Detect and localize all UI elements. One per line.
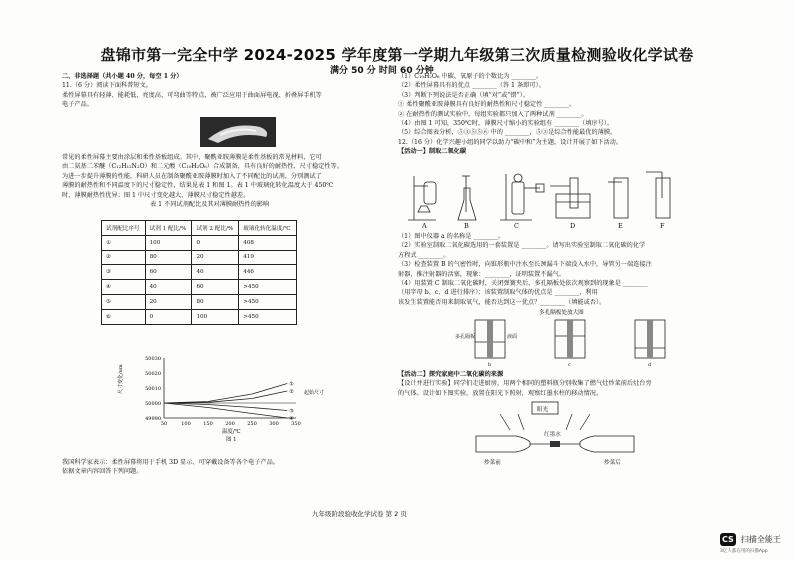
table-cell: 60 bbox=[145, 265, 192, 280]
diagram-label-b: b bbox=[488, 362, 492, 368]
y-tick-label: 49990 bbox=[145, 416, 161, 422]
bottle-after bbox=[580, 436, 634, 452]
paragraph-2b: 由二氨基二苯醚（C₁₂H₁₂N₂O）和二元酸（C₁₀H₂O₆）合成制备，具有良好的耐热性、尺寸稳定性等。 bbox=[62, 163, 343, 171]
diagram-label-c: c bbox=[568, 362, 571, 368]
y-tick-label: 50000 bbox=[145, 401, 161, 407]
paragraph-4b: 依据文章内容回答下列问题。 bbox=[62, 468, 143, 476]
table-row bbox=[102, 235, 297, 250]
table-cell: 100 bbox=[192, 309, 239, 324]
y-axis-label: 尺寸变化/um bbox=[118, 364, 124, 394]
series-line bbox=[164, 403, 287, 418]
apparatus-label-e: E bbox=[618, 222, 623, 230]
table-row bbox=[102, 250, 297, 265]
activity-1-heading: 【活动一】制取二氧化碳 bbox=[398, 148, 467, 156]
page-footer: 九年级阶段验收化学试卷 第 2 页 bbox=[312, 510, 407, 518]
scanner-app-name: 扫描全能王 bbox=[740, 535, 781, 544]
x-axis-label: 温度/℃ bbox=[222, 429, 241, 435]
sunlight-arrows bbox=[500, 414, 590, 430]
reagent-table bbox=[101, 220, 297, 325]
table-cell: 408 bbox=[239, 235, 297, 250]
table-cell: 0 bbox=[192, 235, 239, 250]
apparatus-f bbox=[646, 172, 670, 218]
section-heading: 二、非选择题（共小题 40 分，每空 1 分） bbox=[62, 73, 183, 80]
question-12-2b: 方程式 ________。 bbox=[398, 251, 450, 259]
legend-label: 起始尺寸 bbox=[304, 390, 325, 396]
left-column bbox=[62, 72, 392, 110]
table-header: 试剂 2 配比/% bbox=[192, 221, 239, 236]
activity-2 bbox=[398, 370, 728, 398]
paragraph-3a: 为进一步提升薄膜的性能，科研人员在制备聚酰亚胺薄膜时加入了不同配比的试剂，分别测试了 bbox=[62, 172, 322, 180]
bottle-before bbox=[476, 436, 530, 452]
table-header-row bbox=[102, 221, 297, 236]
question-11-1: （1）C₁₀H₂O₆ 中碳、氧原子的个数比为 ________。 bbox=[398, 73, 543, 80]
after-cooking-label: 炒菜后 bbox=[604, 460, 621, 466]
question-12-2a: （2）实验室制取二氧化碳选用的一套装置是 ________。请写出实验室制取二氧化碳的化学 bbox=[398, 242, 646, 250]
left-body bbox=[62, 153, 397, 209]
question-12-4c: 该发生装置能否用来制取氧气，能否达到这一优点？________（填能或否）。 bbox=[398, 298, 606, 306]
table-cell: >450 bbox=[239, 280, 297, 295]
x-tick-label: 100 bbox=[181, 421, 191, 427]
activity-2-heading: 【活动二】探究家庭中二氧化碳的来源 bbox=[398, 371, 504, 378]
red-ink-column bbox=[550, 441, 560, 447]
table-row bbox=[102, 280, 297, 295]
diagram-label-d: d bbox=[648, 362, 652, 368]
table-cell: >450 bbox=[239, 309, 297, 324]
series-label: ① bbox=[289, 381, 294, 388]
series-line bbox=[164, 403, 287, 411]
table-cell: 100 bbox=[145, 235, 192, 250]
before-cooking-label: 炒菜前 bbox=[484, 460, 501, 466]
table-cell: 419 bbox=[239, 250, 297, 265]
scanner-tagline: 3亿人都在用的扫描App bbox=[720, 549, 768, 554]
apparatus-diagram bbox=[400, 168, 730, 230]
apparatus-a bbox=[408, 176, 436, 220]
right-column bbox=[398, 72, 728, 157]
apparatus-label-a: A bbox=[422, 222, 427, 230]
bottle-experiment-diagram bbox=[470, 400, 640, 472]
series-label: ② bbox=[289, 389, 294, 395]
question-12-3b: 射器，推注射器的活塞，现象：________，证明装置不漏气。 bbox=[398, 270, 566, 278]
paragraph-2a: 常见的柔性屏幕主要由涂层和柔性基板组成。其中，聚酰亚胺薄膜是柔性基板的常见材料，它可 bbox=[62, 154, 322, 161]
question-12-4a: （4）用装置 C 制取二氧化碳时，关闭弹簧夹后，多孔隔板处依次观察到的现象是 ________ bbox=[398, 280, 648, 288]
sunlight-label: 阳光 bbox=[537, 407, 549, 413]
series-label: ③ bbox=[289, 408, 294, 415]
apparatus-b bbox=[458, 176, 476, 220]
camscanner-badge-icon: CS bbox=[722, 535, 734, 544]
paragraph-1b: 电子产品。 bbox=[62, 101, 93, 109]
series-line bbox=[164, 384, 287, 404]
table-cell: ② bbox=[102, 250, 146, 265]
table-cell: ① bbox=[102, 235, 146, 250]
table-row bbox=[102, 294, 297, 309]
scanner-watermark bbox=[720, 529, 781, 554]
paragraph-4a: 我国科学家表示：柔性屏幕将用于手机 3D 显示、可穿戴设备等各个电子产品。 bbox=[62, 459, 280, 466]
table-header: 玻璃化转化温度/℃ bbox=[239, 221, 297, 236]
question-11-2: （2）柔性屏幕具有的优点 ________（答 1 条即可）。 bbox=[398, 82, 545, 90]
flexible-screen-photo bbox=[200, 117, 276, 147]
paragraph-3b: 薄膜的耐热性和不同温度下的尺寸稳定性，结果见表 1 和图 1。表 1 中玻璃化转化温度大于 450℃ bbox=[62, 182, 334, 190]
exam-subtitle: 满分 50 分 时间 60 分钟 bbox=[330, 66, 434, 76]
paragraph-1a: 柔性屏幕具有轻薄、能耗低、亮度高、可弯曲等特点，被广泛应用于曲面屏电视、折叠屏手机等 bbox=[62, 91, 322, 99]
x-tick-label: 250 bbox=[247, 421, 257, 427]
series-label: ④ bbox=[289, 416, 294, 422]
table-header: 试剂配比序号 bbox=[102, 221, 146, 236]
paragraph-3c: 时，薄膜耐热性优异；图 1 中尺寸变化越大，薄膜尺寸稳定性越差。 bbox=[62, 191, 250, 199]
question-12-3a: （3）检查装置 B 的气密性时，向锥形瓶中注水至长颈漏斗下端没入水中，导管另一端连接注 bbox=[398, 261, 652, 269]
x-tick-label: 350 bbox=[291, 421, 301, 427]
table-cell: ⑥ bbox=[102, 309, 146, 324]
question-12-1: （1）图中仪器 a 的名称是 ________。 bbox=[398, 233, 505, 240]
x-tick-label: 150 bbox=[203, 421, 213, 427]
apparatus-label-d: D bbox=[570, 222, 576, 230]
y-tick-label: 50020 bbox=[145, 371, 161, 377]
activity-1-questions bbox=[398, 232, 728, 307]
liquid-level-label: 液面 bbox=[507, 334, 518, 340]
table-cell: 80 bbox=[192, 294, 239, 309]
table-cell: 446 bbox=[239, 265, 297, 280]
table-cell: >450 bbox=[239, 294, 297, 309]
table-cell: 20 bbox=[145, 294, 192, 309]
question-11: 11.（6 分）阅读下面科普短文。 bbox=[62, 82, 152, 90]
question-11-4: （4）由图 1 可知，350℃时，薄膜尺寸缩小的实验组有 ________（填序号）。 bbox=[398, 120, 614, 128]
porous-plate-label: 多孔隔板 bbox=[455, 334, 476, 340]
apparatus-e bbox=[608, 178, 628, 218]
activity-2-text-1: 【设计并进行实验】同学们走进厨房，用两个相同的塑料瓶分别收集了燃气灶炒菜前后灶台旁 bbox=[398, 380, 652, 388]
x-tick-label: 300 bbox=[269, 421, 279, 427]
table-row bbox=[102, 265, 297, 280]
table-cell: 60 bbox=[192, 280, 239, 295]
table-cell: 20 bbox=[192, 250, 239, 265]
exam-title: 盘锦市第一完全中学 2024-2025 学年度第一学期九年级第三次质量检测验收化学试卷 bbox=[100, 46, 694, 64]
table-row bbox=[102, 309, 297, 324]
table-header: 试剂 1 配比/% bbox=[145, 221, 192, 236]
y-tick-label: 50030 bbox=[145, 356, 161, 362]
table-cell: 80 bbox=[145, 250, 192, 265]
left-closing bbox=[62, 458, 397, 477]
table-cell: 0 bbox=[145, 309, 192, 324]
figure-1-chart bbox=[118, 352, 325, 452]
question-12-4b: （用字母 b、c、d 进行排序）；该装置制取气体的优点是 ________，利用 bbox=[398, 289, 598, 297]
table-cell: ③ bbox=[102, 265, 146, 280]
question-12: 12.（16 分）化学兴趣小组的同学以助力“碳中和”为主题，设计开展了如下活动。 bbox=[398, 138, 623, 146]
x-tick-label: 200 bbox=[225, 421, 235, 427]
apparatus-d bbox=[550, 178, 590, 218]
activity-2-text-2: 的气体。设计如下图实验，放置在阳光下照射，观察红墨水柱的移动情况。 bbox=[398, 389, 603, 397]
table-caption: 表 1 不同试剂配比及其对薄膜耐热性的影响 bbox=[150, 201, 270, 209]
table-cell: 40 bbox=[192, 265, 239, 280]
x-tick-label: 50 bbox=[160, 421, 168, 427]
diagram-title: 多孔隔板处放大图 bbox=[539, 310, 584, 316]
figure-caption: 图 1 bbox=[226, 437, 237, 443]
question-11-3b: ② 在耐热性的测试实验中，每组实验都只加入了两种试剂 ________。 bbox=[398, 110, 588, 118]
table-cell: ⑤ bbox=[102, 294, 146, 309]
table-cell: 40 bbox=[145, 280, 192, 295]
apparatus-label-f: F bbox=[660, 222, 665, 230]
question-11-5: （5）综合图表分析，⑤③⑤⑤⑥ 中的 ________，⑤③是综合性能最优的薄膜。 bbox=[398, 129, 617, 137]
y-tick-label: 50010 bbox=[145, 386, 161, 392]
apparatus-label-c: C bbox=[514, 222, 519, 230]
apparatus-c bbox=[500, 174, 544, 220]
porous-plate-diagram bbox=[455, 308, 685, 368]
series-line bbox=[164, 391, 287, 403]
question-11-3a: ① 柔性聚酰亚胺薄膜具有良好的耐热性和尺寸稳定性 ________。 bbox=[398, 101, 576, 109]
hand-bending-screen-image bbox=[200, 117, 276, 147]
apparatus-label-b: B bbox=[464, 222, 469, 230]
question-11-3: （3）判断下列说法是否正确（填“对”或“错”）。 bbox=[398, 91, 530, 99]
table-cell: ④ bbox=[102, 280, 146, 295]
red-ink-label: 红墨水 bbox=[544, 432, 561, 438]
